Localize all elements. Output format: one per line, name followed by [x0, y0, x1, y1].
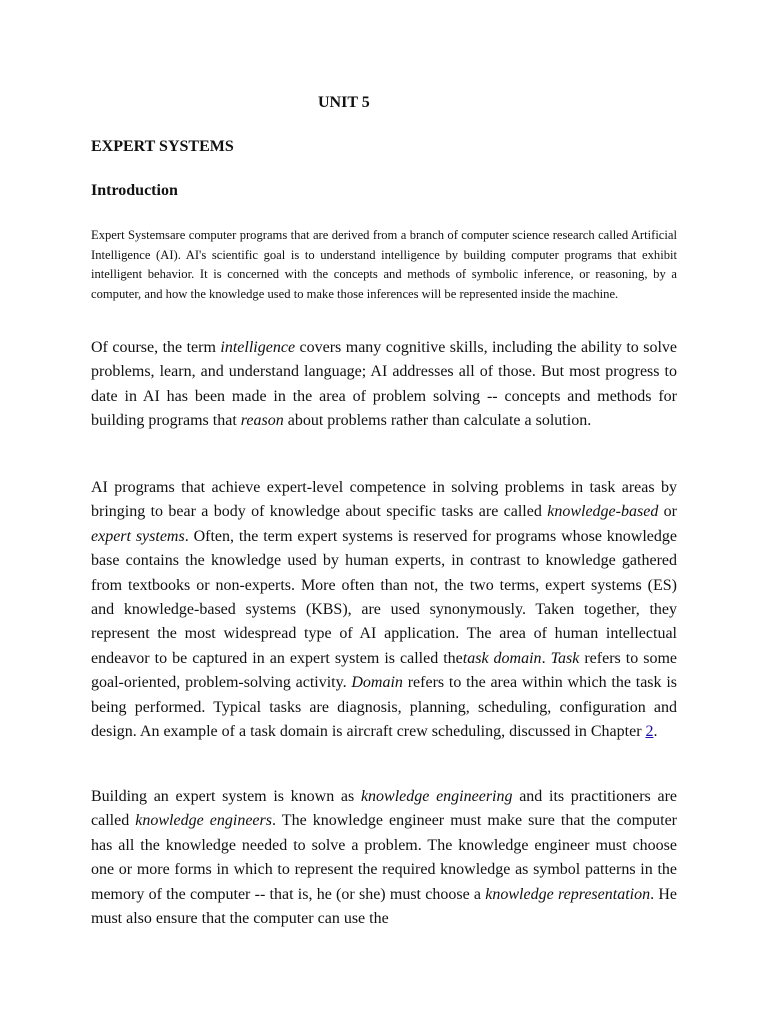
italic-term: Task	[550, 649, 580, 667]
ai-programs-paragraph	[91, 476, 677, 744]
text-run: . Often, the term expert systems is reserved for programs whose knowledge base contains the knowledge used by human experts, in contrast to knowledge gathered from textbooks or non-experts. More often than not, the two terms, expert systems (ES) and knowledge-based systems (KBS), are used synonymously. Taken together, they represent the most widespread type of AI application. The area of human intellectual endeavor to be captured in an expert system is called the	[91, 527, 678, 667]
unit-title: UNIT 5	[318, 94, 370, 111]
text-run: covers many cognitive skills, including the ability to solve problems, learn, and understand language; AI addresses all of those. But most progress to date in AI has been made in the area of problem solving -- concepts and methods for building programs that	[91, 339, 678, 430]
italic-term: expert systems	[91, 527, 185, 545]
italic-term: knowledge engineering	[360, 788, 513, 805]
text-run: refers to the area within which the task is being performed. Typical tasks are diagnosis, planning, scheduling, configuration and design. An example of a task domain is aircraft crew scheduling, discussed in Chapter	[91, 674, 677, 741]
intro-paragraph: Expert Systemsare computer programs that are derived from a branch of computer science research called Artificial Intelligence (AI). AI's scientific goal is to understand intelligence by building computer programs that exhibit intelligent behavior. It is concerned with the concepts and methods of symbolic inference, or reasoning, by a computer, and how the knowledge used to make those inferences will be represented inside the machine.	[91, 228, 677, 301]
knowledge-engineering-paragraph	[91, 785, 677, 931]
italic-term: reason	[240, 412, 284, 430]
text-run: .	[541, 649, 551, 667]
text-run: about problems rather than calculate a solution.	[283, 412, 592, 430]
chapter-2-link[interactable]: 2	[645, 723, 654, 741]
italic-term: task domain	[462, 649, 542, 667]
italic-term: knowledge representation	[485, 885, 651, 903]
text-run: . The knowledge engineer must make sure that the computer has all the knowledge needed to solve a problem. The knowledge engineer must choose one or more forms in which to represent the required knowledge as symbol patterns in the memory of the computer -- that is, he (or she) must choose a	[91, 812, 678, 903]
chapter-title: EXPERT SYSTEMS	[91, 138, 234, 155]
text-run: and its practitioners are called	[91, 788, 677, 830]
section-title: Introduction	[91, 182, 178, 199]
italic-term: knowledge engineers	[135, 812, 272, 830]
italic-term: Domain	[351, 674, 403, 692]
italic-term: intelligence	[220, 339, 296, 356]
text-run: AI programs that achieve expert-level competence in solving problems in task areas by bringing to bear a body of knowledge about specific tasks are called	[91, 479, 677, 521]
text-run: .	[653, 723, 658, 741]
text-run: refers to some goal-oriented, problem-solving activity.	[91, 649, 678, 692]
text-run: or	[658, 503, 678, 521]
intelligence-paragraph	[91, 336, 677, 434]
italic-term: knowledge-based	[547, 503, 659, 521]
text-run: . He must also ensure that the computer can use the	[91, 885, 678, 928]
text-run: Building an expert system is known as	[91, 788, 361, 805]
text-run: Of course, the term	[91, 339, 221, 356]
